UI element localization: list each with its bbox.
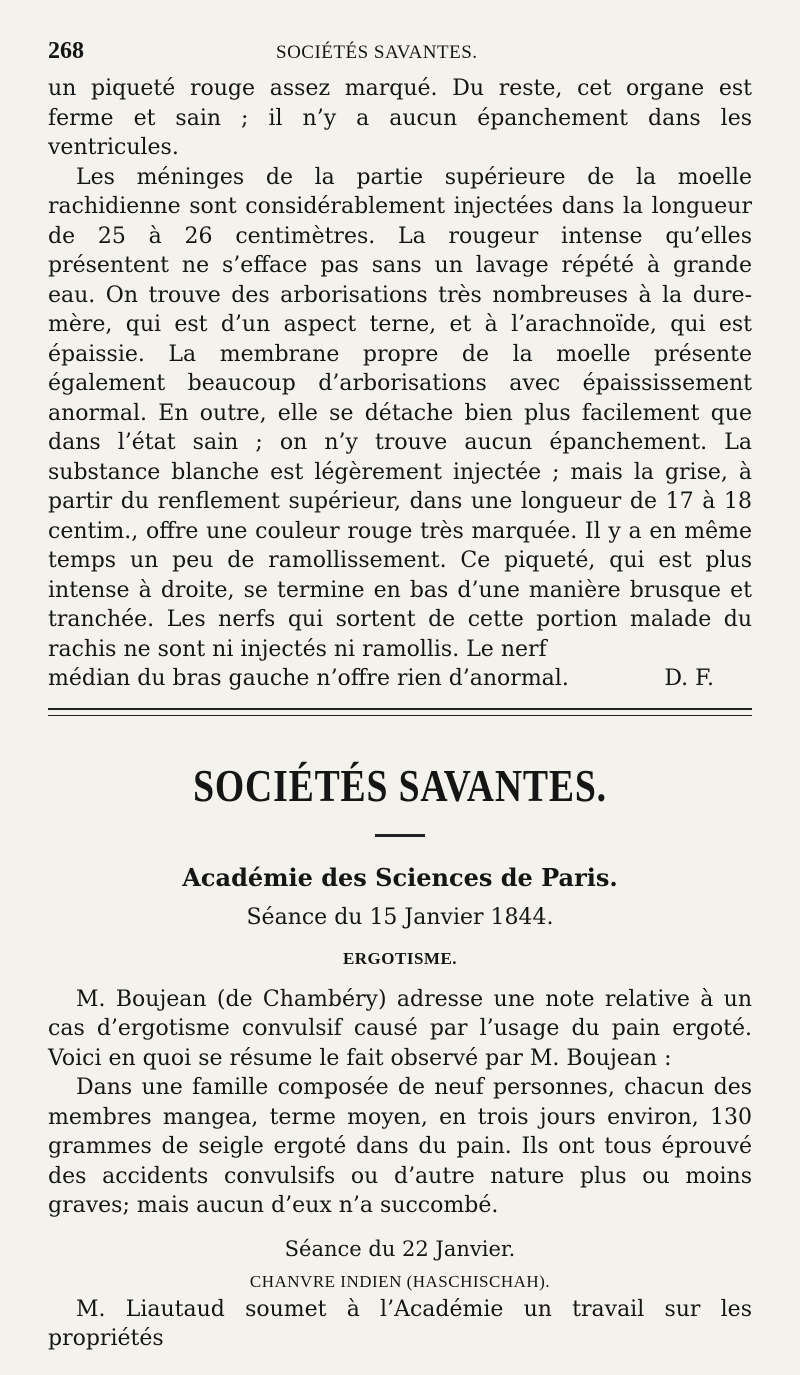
family-paragraph: Dans une famille composée de neuf personnes, chacun des membres mangea, terme moyen, en trois jours environ, 130 grammes de seigle ergoté dans du pain. Ils ont tous éprouvé des accidents convulsifs ou d’autre nature plus ou moins graves; mais aucun d’eux n’a succombé. xyxy=(48,1075,752,1218)
academy-heading: Académie des Sciences de Paris. xyxy=(182,862,618,892)
closing-line xyxy=(48,664,752,694)
meninges-paragraph: Les méninges de la partie supérieure de la moelle rachidienne sont considérablement injectées dans la longueur de 25 à 26 centimètres. La rougeur intense qu’elles présentent ne s’efface pas sans un lavage répété à grande eau. On trouve des arborisations très nombreuses à la dure-mère, qui est d’un aspect terne, et à l’arachnoïde, qui est épaissie. La membrane propre de la moelle présente également beaucoup d’arborisations avec épaississement anormal. En outre, elle se détache bien plus facilement que dans l’état sain ; on n’y trouve aucun épanchement. La substance blanche est légèrement injectée ; mais la grise, à partir du renflement supérieur, dans une longueur de 17 à 18 centim., offre une couleur rouge très marquée. Il y a en même temps un peu de ramollissement. Ce piqueté, qui est plus intense à droite, se termine en bas d’une manière brusque et tranchée. Les nerfs qui sortent de cette portion malade du rachis ne sont ni injectés ni ramollis. Le nerf xyxy=(48,164,752,662)
subject-heading: CHANVRE INDIEN (HASCHISCHAH). xyxy=(249,1271,551,1291)
title-rule xyxy=(375,834,425,837)
page-number: 268 xyxy=(48,38,84,64)
boujean-paragraph: M. Boujean (de Chambéry) adresse une note relative à un cas d’ergotisme convulsif causé par l’usage du pain ergoté. Voici en quoi se résume le fait observé par M. Boujean : xyxy=(48,986,752,1071)
subject-heading: ERGOTISME. xyxy=(342,948,458,968)
section-title: SOCIÉTÉS SAVANTES. xyxy=(193,759,607,811)
session-date: Séance du 22 Janvier. xyxy=(284,1236,516,1261)
section-divider xyxy=(48,708,752,716)
running-title: SOCIÉTÉS SAVANTES. xyxy=(276,42,478,63)
closing-text: médian du bras gauche n’offre rien d’anormal. xyxy=(48,666,569,691)
continuation-paragraph: un piqueté rouge assez marqué. Du reste, cet organe est ferme et sain ; il n’y a aucun épanchement dans les ventricules. xyxy=(48,76,752,160)
liautaud-paragraph: M. Liautaud soumet à l’Académie un travail sur les propriétés xyxy=(48,1296,752,1351)
session-date: Séance du 15 Janvier 1844. xyxy=(246,904,554,930)
author-signature: D. F. xyxy=(664,666,714,691)
running-header xyxy=(48,38,752,74)
